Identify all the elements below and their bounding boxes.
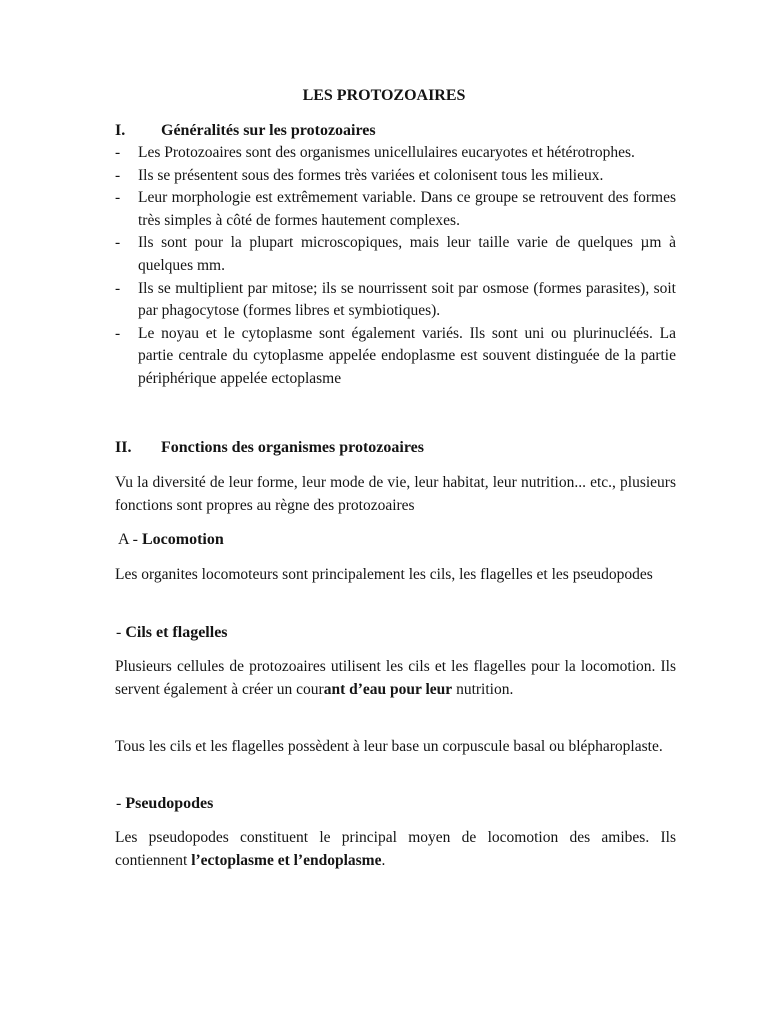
bullet-text: Les Protozoaires sont des organismes unicellulaires eucaryotes et hétérotrophes. — [138, 144, 635, 161]
bullet-text: Leur morphologie est extrêmement variable. Dans ce groupe se retrouvent des formes très simples à côté de formes hautement complexes. — [138, 189, 676, 229]
pseudopodes-heading — [116, 793, 676, 815]
locomotion-text: Les organites locomoteurs sont principalement les cils, les flagelles et les pseudopodes — [115, 566, 653, 583]
bullet-dash: - — [115, 234, 121, 252]
cils-paragraph-1-start: Plusieurs cellules de protozoaires utilisent les cils et les flagelles pour la locomotion. Ils servent également à créer un cour — [115, 658, 676, 698]
locomotion-heading — [118, 529, 678, 551]
pseudopodes-prefix: - — [116, 795, 126, 812]
bullet-item — [115, 142, 676, 165]
section-1-number: I. — [115, 122, 126, 139]
pseudopodes-paragraph-end: . — [381, 852, 386, 869]
cils-paragraph-2: Tous les cils et les flagelles possèdent à leur base un corpuscule basal ou blépharoplaste. — [115, 738, 663, 755]
section-1-title: Généralités sur les protozoaires — [161, 122, 376, 139]
bullet-item — [115, 187, 676, 232]
pseudopodes-paragraph — [115, 826, 676, 872]
section-2-title: Fonctions des organismes protozoaires — [161, 439, 424, 456]
bullet-item — [115, 278, 676, 323]
cils-prefix: - — [116, 624, 126, 641]
section-1-heading — [115, 120, 675, 142]
document-title: LES PROTOZOAIRES — [302, 87, 466, 104]
cils-paragraph-1-bold: ant d’eau pour leur — [323, 681, 453, 698]
bullet-dash: - — [115, 324, 121, 342]
bullet-text: Ils se présentent sous des formes très variées et colonisent tous les milieux. — [138, 166, 604, 184]
bullet-dash: - — [115, 279, 121, 297]
cils-paragraph-1 — [115, 655, 676, 701]
section-2-number: II. — [115, 439, 132, 456]
pseudopodes-paragraph-bold: l’ectoplasme et l’endoplasme — [191, 852, 382, 869]
bullet-text: Ils sont pour la plupart microscopiques, mais leur taille varie de quelques µm à quelques mm. — [138, 234, 676, 274]
pseudopodes-paragraph-start: Les pseudopodes constituent le principal moyen de locomotion des amibes. Ils contiennent — [115, 829, 676, 869]
bullet-text: Ils se multiplient par mitose; ils se nourrissent soit par osmose (formes parasites), soit par phagocytose (formes libres et symbiotiques). — [138, 279, 676, 320]
section-1-bullet-list — [115, 142, 676, 391]
cils-title: Cils et flagelles — [125, 624, 228, 641]
bullet-text: Le noyau et le cytoplasme sont également variés. Ils sont uni ou plurinucléés. La partie centrale du cytoplasme appelée endoplasme est souvent distinguée de la partie périphérique appelée ectoplasme — [138, 324, 676, 387]
bullet-dash: - — [115, 144, 121, 161]
bullet-dash: - — [115, 189, 121, 207]
bullet-item — [115, 323, 676, 391]
bullet-item — [115, 232, 676, 277]
bullet-item — [115, 165, 676, 188]
cils-heading — [116, 622, 676, 644]
locomotion-title: Locomotion — [142, 531, 224, 548]
pseudopodes-title: Pseudopodes — [125, 795, 214, 812]
bullet-dash: - — [115, 166, 121, 184]
section-2-heading — [115, 437, 675, 459]
locomotion-prefix: A - — [118, 531, 142, 548]
cils-paragraph-1-end: nutrition. — [452, 681, 514, 698]
section-2-intro: Vu la diversité de leur forme, leur mode de vie, leur habitat, leur nutrition... etc., plusieurs fonctions sont propres au règne des protozoaires — [115, 474, 676, 514]
